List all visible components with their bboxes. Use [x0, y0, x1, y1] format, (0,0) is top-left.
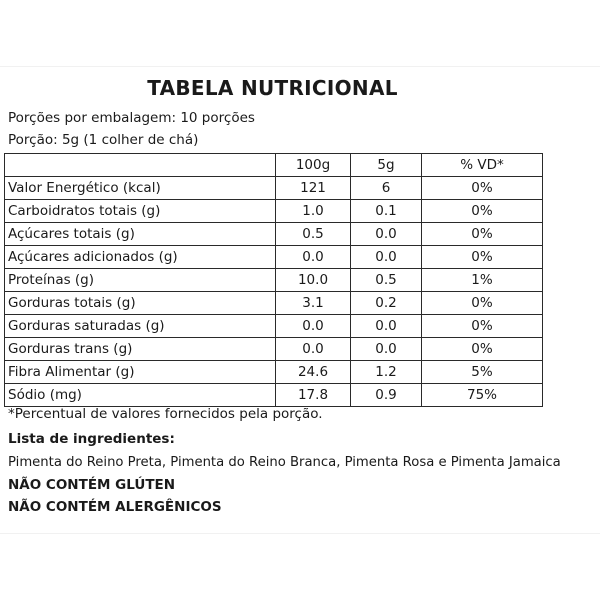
- value-daily-percent: 75%: [422, 384, 543, 407]
- nutrient-label: Gorduras saturadas (g): [5, 315, 276, 338]
- nutrient-label: Valor Energético (kcal): [5, 177, 276, 200]
- value-per-100g: 0.0: [276, 315, 351, 338]
- nutrient-label: Sódio (mg): [5, 384, 276, 407]
- nutrient-label: Fibra Alimentar (g): [5, 361, 276, 384]
- page-title: TABELA NUTRICIONAL: [147, 76, 398, 100]
- table-row: [5, 361, 543, 384]
- header-blank: [5, 154, 276, 177]
- nutrient-label: Açúcares totais (g): [5, 223, 276, 246]
- value-per-5g: 0.0: [351, 315, 422, 338]
- table-row: [5, 384, 543, 407]
- value-per-100g: 3.1: [276, 292, 351, 315]
- servings-per-package: Porções por embalagem: 10 porções: [8, 110, 255, 126]
- value-per-5g: 0.0: [351, 338, 422, 361]
- value-per-5g: 0.2: [351, 292, 422, 315]
- value-per-100g: 0.0: [276, 246, 351, 269]
- nutrient-label: Proteínas (g): [5, 269, 276, 292]
- value-per-5g: 0.0: [351, 246, 422, 269]
- header-per-100g: 100g: [276, 154, 351, 177]
- header-per-5g: 5g: [351, 154, 422, 177]
- value-per-5g: 6: [351, 177, 422, 200]
- value-per-5g: 0.5: [351, 269, 422, 292]
- value-per-100g: 1.0: [276, 200, 351, 223]
- table-header-row: [5, 154, 543, 177]
- value-daily-percent: 0%: [422, 177, 543, 200]
- value-per-100g: 121: [276, 177, 351, 200]
- nutrient-label: Carboidratos totais (g): [5, 200, 276, 223]
- value-daily-percent: 0%: [422, 292, 543, 315]
- allergen-free-claim: NÃO CONTÉM ALERGÊNICOS: [8, 499, 222, 515]
- table-row: [5, 315, 543, 338]
- table-row: [5, 246, 543, 269]
- value-daily-percent: 0%: [422, 246, 543, 269]
- header-daily-value: % VD*: [422, 154, 543, 177]
- ingredients-heading: Lista de ingredientes:: [8, 431, 175, 447]
- nutrient-label: Gorduras trans (g): [5, 338, 276, 361]
- ingredients-list: Pimenta do Reino Preta, Pimenta do Reino Branca, Pimenta Rosa e Pimenta Jamaica: [8, 455, 561, 470]
- nutrient-label: Açúcares adicionados (g): [5, 246, 276, 269]
- value-daily-percent: 5%: [422, 361, 543, 384]
- value-per-5g: 0.1: [351, 200, 422, 223]
- value-daily-percent: 0%: [422, 223, 543, 246]
- nutrition-table: [4, 153, 543, 407]
- table-row: [5, 200, 543, 223]
- value-per-100g: 0.5: [276, 223, 351, 246]
- table-row: [5, 223, 543, 246]
- value-daily-percent: 0%: [422, 200, 543, 223]
- value-per-5g: 0.9: [351, 384, 422, 407]
- value-daily-percent: 1%: [422, 269, 543, 292]
- value-per-100g: 17.8: [276, 384, 351, 407]
- table-row: [5, 292, 543, 315]
- gluten-free-claim: NÃO CONTÉM GLÚTEN: [8, 477, 176, 493]
- value-per-5g: 0.0: [351, 223, 422, 246]
- table-row: [5, 177, 543, 200]
- portion-size: Porção: 5g (1 colher de chá): [8, 132, 199, 148]
- value-daily-percent: 0%: [422, 315, 543, 338]
- table-row: [5, 269, 543, 292]
- value-per-100g: 24.6: [276, 361, 351, 384]
- value-per-100g: 0.0: [276, 338, 351, 361]
- value-daily-percent: 0%: [422, 338, 543, 361]
- nutrient-label: Gorduras totais (g): [5, 292, 276, 315]
- table-row: [5, 338, 543, 361]
- footnote: *Percentual de valores fornecidos pela porção.: [8, 406, 323, 422]
- value-per-100g: 10.0: [276, 269, 351, 292]
- value-per-5g: 1.2: [351, 361, 422, 384]
